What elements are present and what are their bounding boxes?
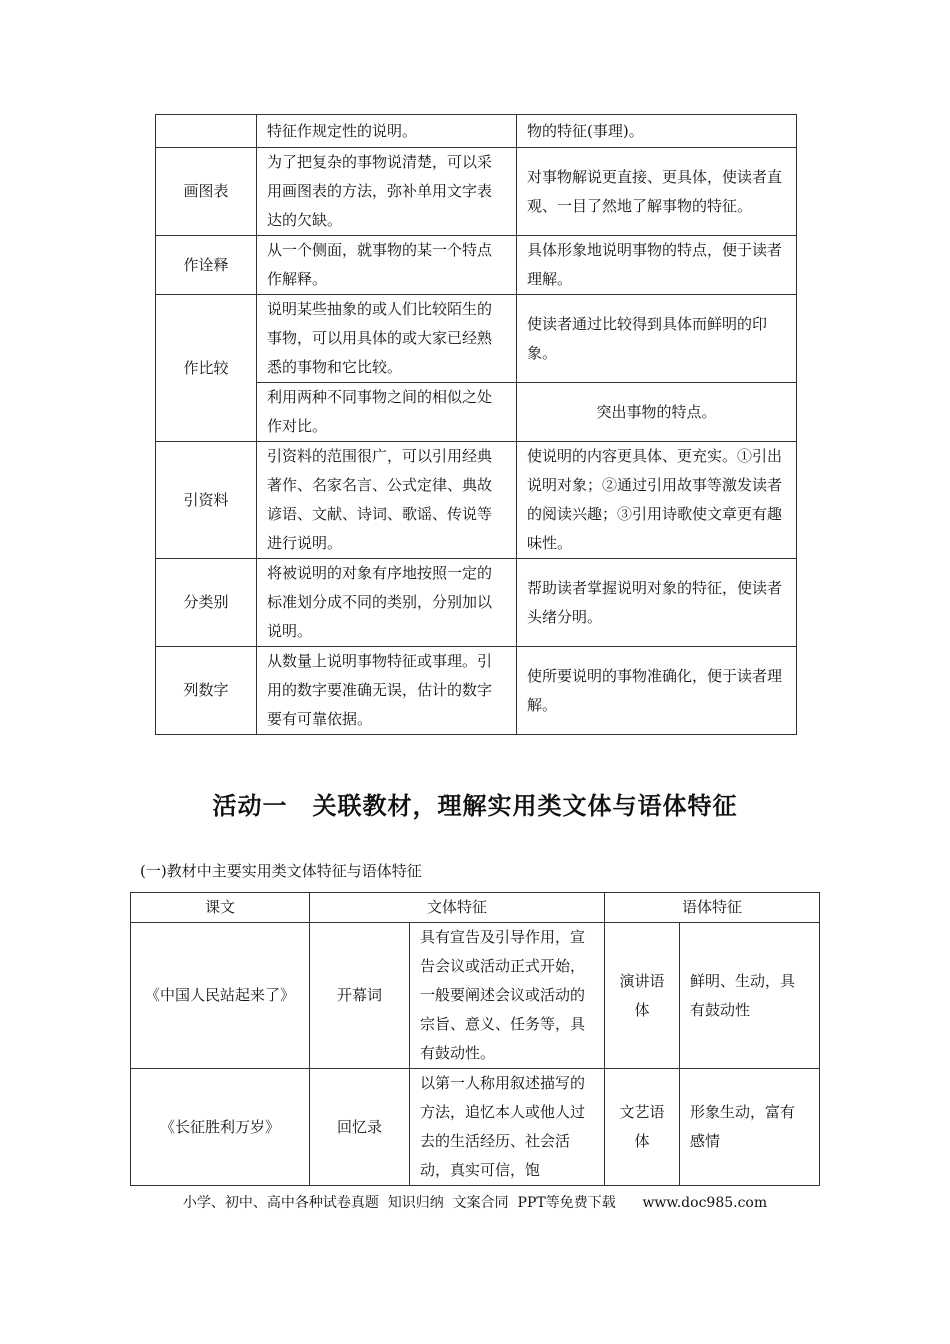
features-table [130, 892, 820, 1186]
method-content: 利用两种不同事物之间的相似之处作对比。 [257, 383, 517, 442]
header-row [131, 893, 820, 923]
method-name: 画图表 [156, 148, 257, 236]
table-row [156, 148, 797, 236]
register-name: 文艺语体 [605, 1069, 680, 1186]
table-row [156, 236, 797, 295]
method-effect: 帮助读者掌握说明对象的特征，使读者头绪分明。 [517, 559, 797, 647]
header-genre: 文体特征 [310, 893, 605, 923]
method-content: 将被说明的对象有序地按照一定的标准划分成不同的类别，分别加以说明。 [257, 559, 517, 647]
method-name: 列数字 [156, 647, 257, 735]
method-name [156, 115, 257, 148]
method-content: 引资料的范围很广，可以引用经典著作、名家名言、公式定律、典故谚语、文献、诗词、歌谣、传说等进行说明。 [257, 442, 517, 559]
table-row [156, 559, 797, 647]
method-name: 分类别 [156, 559, 257, 647]
method-content: 从数量上说明事物特征或事理。引用的数字要准确无误，估计的数字要有可靠依据。 [257, 647, 517, 735]
methods-table [155, 114, 797, 735]
method-content: 从一个侧面，就事物的某一个特点作解释。 [257, 236, 517, 295]
register-description: 鲜明、生动，具有鼓动性 [680, 923, 820, 1069]
method-content: 特征作规定性的说明。 [257, 115, 517, 148]
table-row [156, 115, 797, 148]
method-effect: 突出事物的特点。 [517, 383, 797, 442]
table-row [156, 442, 797, 559]
method-name: 作诠释 [156, 236, 257, 295]
table-row [156, 295, 797, 383]
genre-name: 开幕词 [310, 923, 410, 1069]
table-row [156, 647, 797, 735]
method-effect: 对事物解说更直接、更具体，使读者直观、一目了然地了解事物的特征。 [517, 148, 797, 236]
method-content: 为了把复杂的事物说清楚，可以采用画图表的方法，弥补单用文字表达的欠缺。 [257, 148, 517, 236]
page-footer: 小学、初中、高中各种试卷真题 知识归纳 文案合同 PPT等免费下载 www.doc985.com [182, 1195, 768, 1211]
header-register: 语体特征 [605, 893, 820, 923]
method-content: 说明某些抽象的或人们比较陌生的事物，可以用具体的或大家已经熟悉的事物和它比较。 [257, 295, 517, 383]
method-effect: 使读者通过比较得到具体而鲜明的印象。 [517, 295, 797, 383]
text-title: 《长征胜利万岁》 [131, 1069, 310, 1186]
method-effect: 物的特征(事理)。 [517, 115, 797, 148]
table-row [131, 1069, 820, 1186]
method-effect: 使说明的内容更具体、更充实。①引出说明对象；②通过引用故事等激发读者的阅读兴趣；③引用诗歌使文章更有趣味性。 [517, 442, 797, 559]
table-row [131, 923, 820, 1069]
text-title: 《中国人民站起来了》 [131, 923, 310, 1069]
subheading: (一)教材中主要实用类文体特征与语体特征 [140, 862, 422, 880]
register-name: 演讲语体 [605, 923, 680, 1069]
method-name: 作比较 [156, 295, 257, 442]
method-effect: 使所要说明的事物准确化，便于读者理解。 [517, 647, 797, 735]
register-description: 形象生动，富有感情 [680, 1069, 820, 1186]
header-text: 课文 [131, 893, 310, 923]
activity-heading: 活动一 关联教材，理解实用类文体与语体特征 [212, 792, 738, 820]
genre-description: 具有宣告及引导作用，宣告会议或活动正式开始，一般要阐述会议或活动的宗旨、意义、任务等，具有鼓动性。 [410, 923, 605, 1069]
genre-name: 回忆录 [310, 1069, 410, 1186]
genre-description: 以第一人称用叙述描写的方法，追忆本人或他人过去的生活经历、社会活动，真实可信，饱 [410, 1069, 605, 1186]
method-name: 引资料 [156, 442, 257, 559]
method-effect: 具体形象地说明事物的特点，便于读者理解。 [517, 236, 797, 295]
